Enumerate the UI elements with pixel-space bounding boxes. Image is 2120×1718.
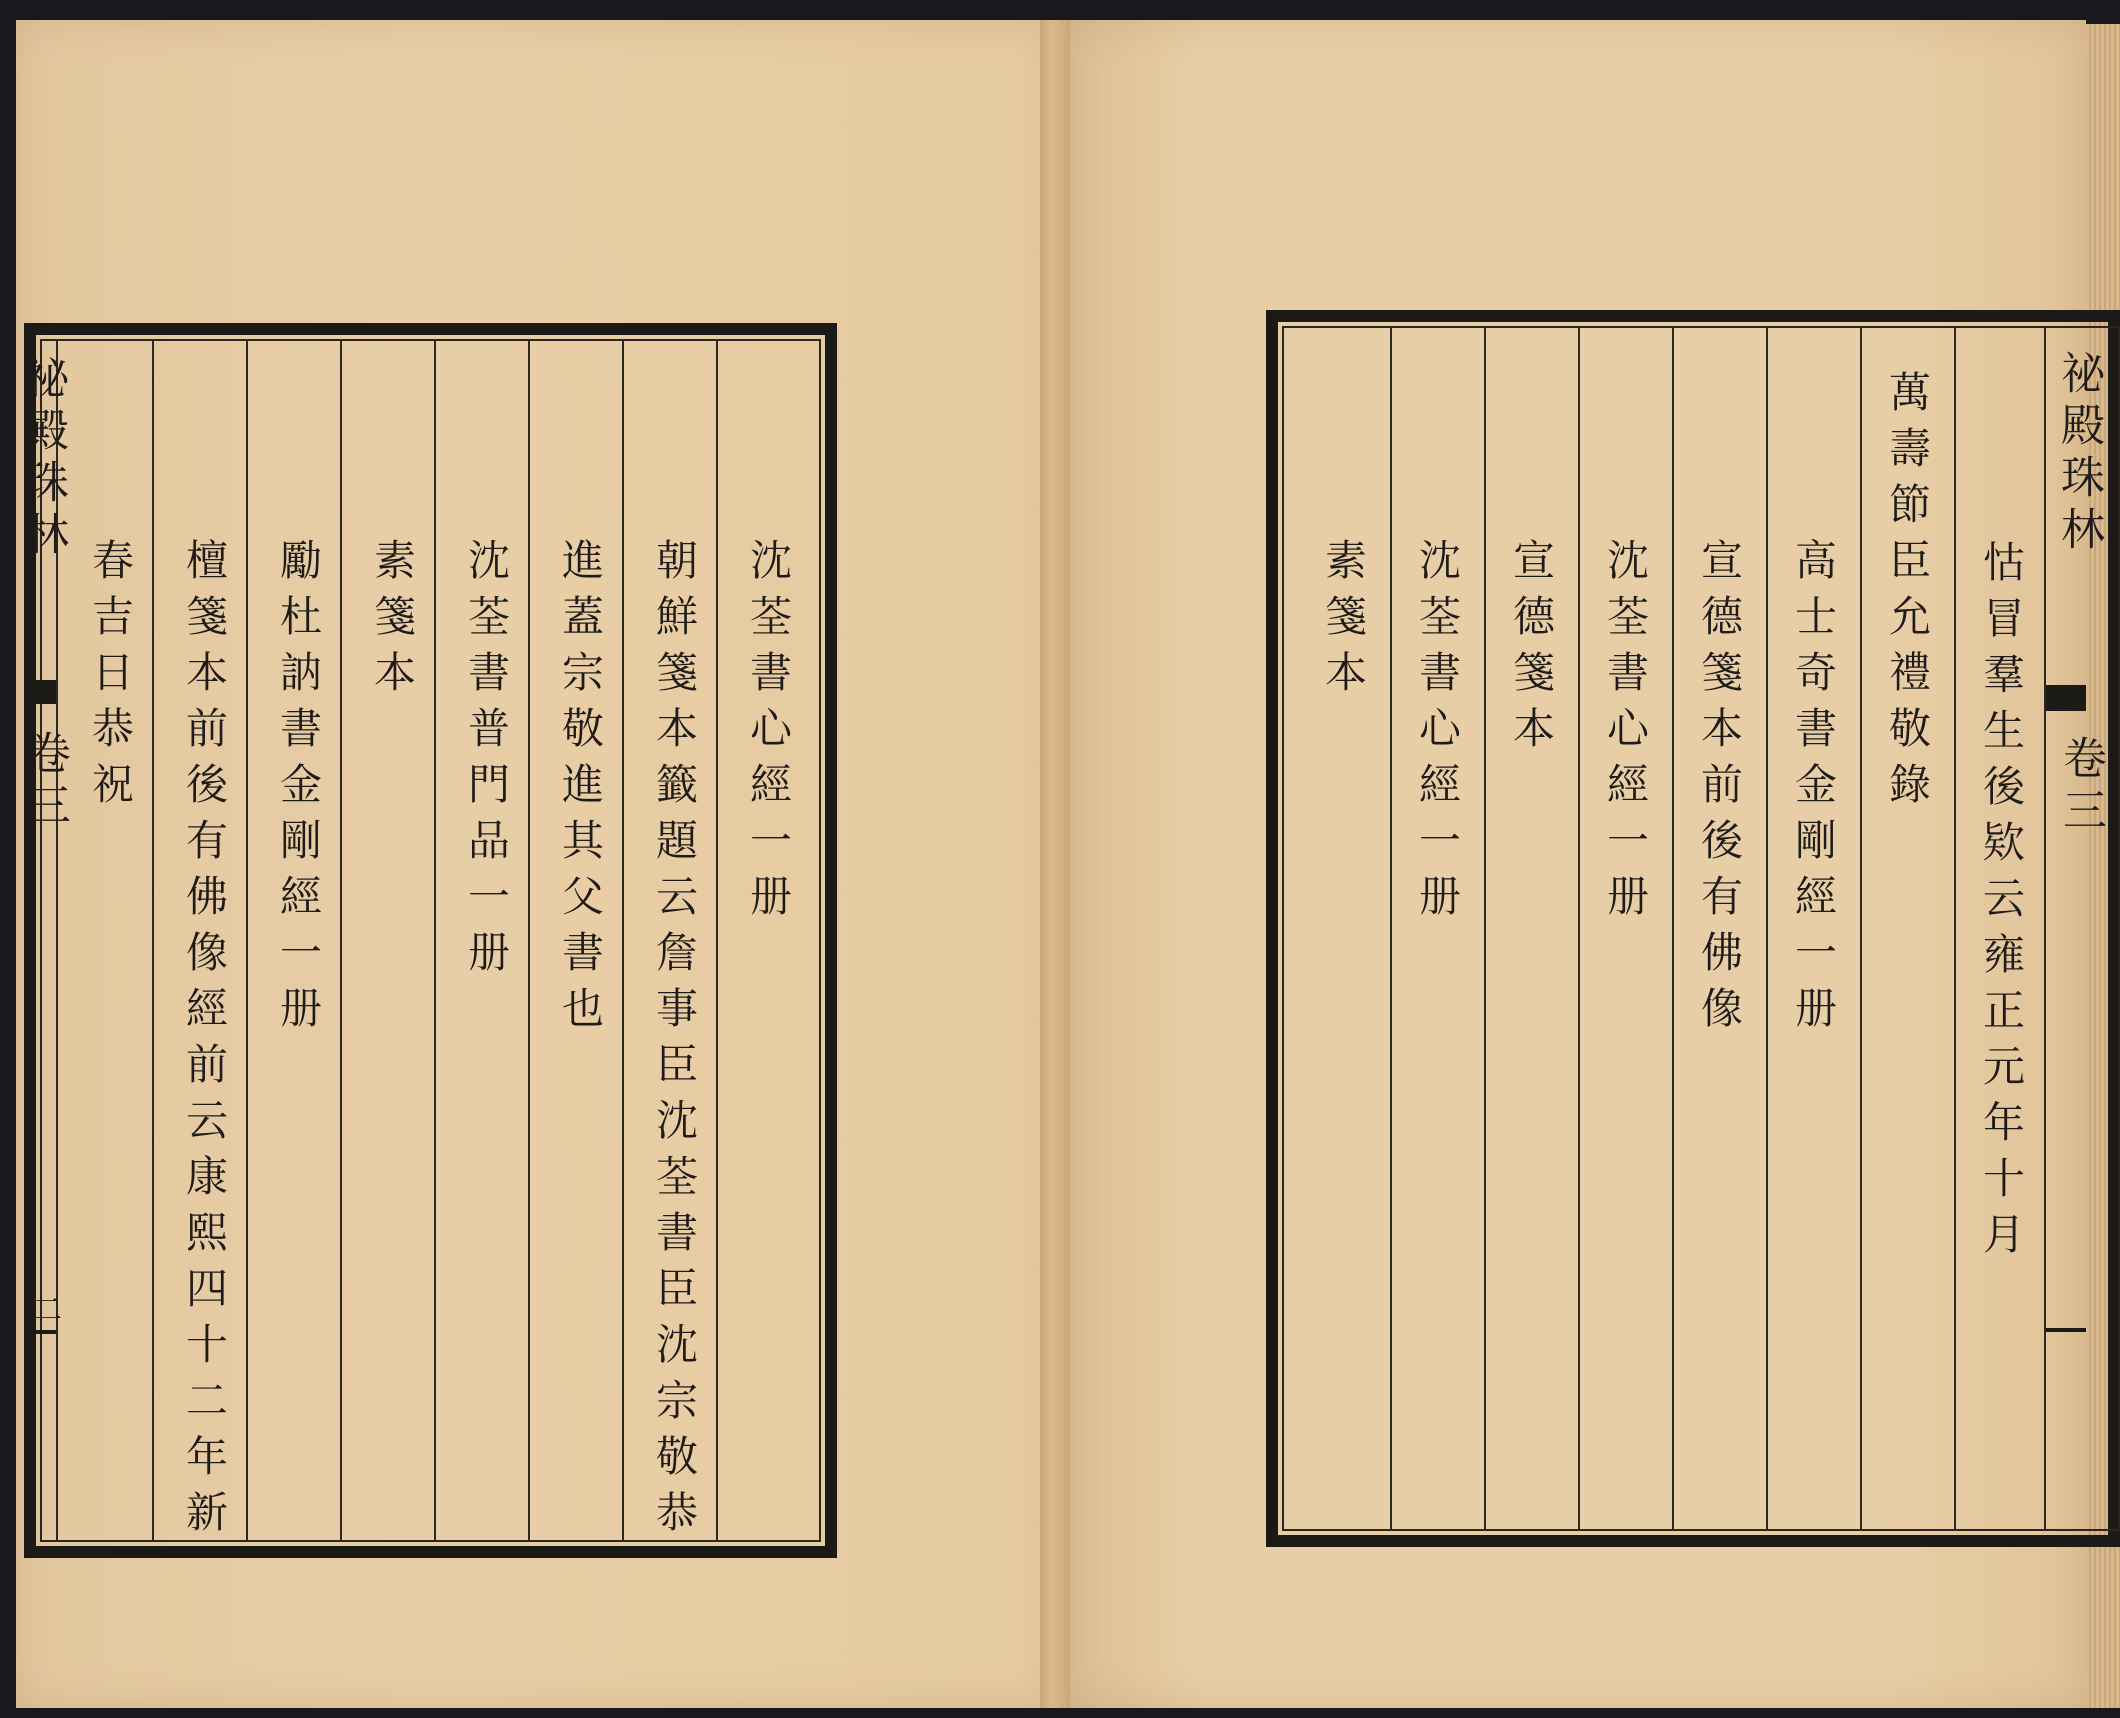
right-fishtail-lower bbox=[2046, 1328, 2086, 1332]
column-rule bbox=[152, 341, 154, 1540]
left-column-7: 檀箋本前後有佛像經前云康熙四十二年新 bbox=[180, 538, 229, 1546]
left-column-4: 沈荃書普門品一册 bbox=[462, 538, 511, 986]
column-rule bbox=[1672, 328, 1674, 1529]
right-column-1: 怙冒羣生後欵云雍正元年十月 bbox=[1977, 540, 2026, 1268]
column-rule bbox=[340, 341, 342, 1540]
right-column-7: 沈荃書心經一册 bbox=[1413, 538, 1462, 930]
column-rule bbox=[1578, 328, 1580, 1529]
right-fishtail bbox=[2046, 685, 2086, 711]
left-column-5: 素箋本 bbox=[368, 538, 417, 706]
column-rule bbox=[1766, 328, 1768, 1529]
column-rule bbox=[528, 341, 530, 1540]
column-rule bbox=[1860, 328, 1862, 1529]
left-column-2: 朝鮮箋本籤題云詹事臣沈荃書臣沈宗敬恭 bbox=[650, 538, 699, 1546]
column-rule bbox=[622, 341, 624, 1540]
left-folio: 二 bbox=[32, 1293, 62, 1328]
column-rule bbox=[716, 341, 718, 1540]
left-page-inner-frame bbox=[40, 339, 821, 1542]
column-rule bbox=[434, 341, 436, 1540]
column-rule bbox=[1954, 328, 1956, 1529]
column-rule bbox=[1390, 328, 1392, 1529]
right-margin-title: 祕殿珠林 bbox=[2053, 350, 2104, 558]
right-margin-volume: 卷三 bbox=[2055, 735, 2106, 839]
left-margin-title: 祕殿珠林 bbox=[17, 355, 68, 563]
left-column-6: 勵杜訥書金剛經一册 bbox=[274, 538, 323, 1042]
right-column-8: 素箋本 bbox=[1319, 538, 1368, 706]
binding-gutter bbox=[1040, 20, 1070, 1708]
left-fishtail bbox=[24, 680, 56, 704]
column-rule bbox=[246, 341, 248, 1540]
left-fishtail-lower bbox=[24, 1330, 56, 1334]
right-column-2: 萬壽節臣允禮敬錄 bbox=[1883, 370, 1932, 818]
left-column-3: 進蓋宗敬進其父書也 bbox=[556, 538, 605, 1042]
right-column-6: 宣德箋本 bbox=[1507, 538, 1556, 762]
right-column-5: 沈荃書心經一册 bbox=[1601, 538, 1650, 930]
right-column-3: 高士奇書金剛經一册 bbox=[1789, 538, 1838, 1042]
left-column-8: 春吉日恭祝 bbox=[86, 538, 135, 818]
column-rule bbox=[1484, 328, 1486, 1529]
right-column-4: 宣德箋本前後有佛像 bbox=[1695, 538, 1744, 1042]
left-column-1: 沈荃書心經一册 bbox=[744, 538, 793, 930]
left-margin-volume: 卷三 bbox=[19, 730, 70, 834]
